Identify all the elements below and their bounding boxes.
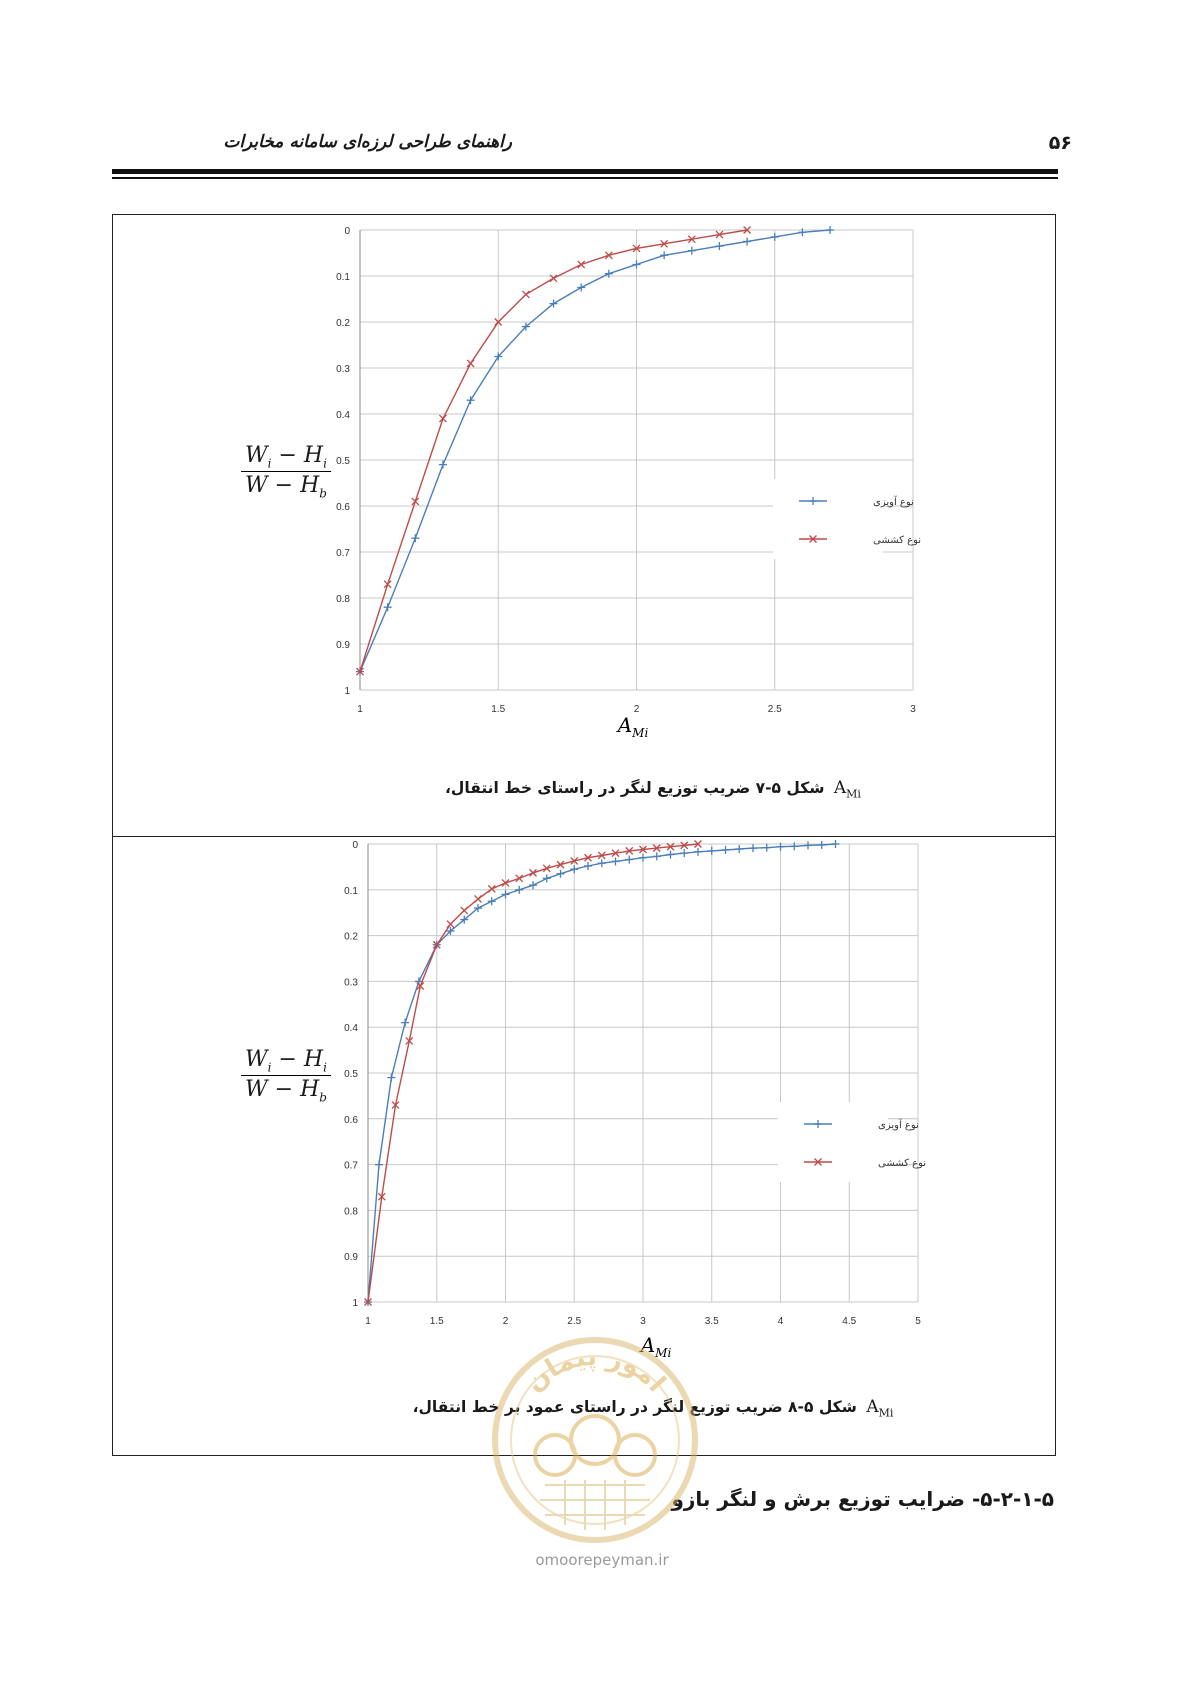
legend-box (778, 1102, 888, 1182)
header-rule-thin (112, 177, 1058, 179)
y-tick-label: 0 (344, 226, 350, 237)
figure-7-caption-text: شکل ۵-۷ ضریب توزیع لنگر در راستای خط انتقال، (445, 779, 825, 797)
watermark-logo-text: امور پیمان (519, 1341, 672, 1399)
legend-label: نوع کششی (873, 535, 922, 546)
x-axis-label (616, 713, 649, 740)
y-tick-label: 0 (352, 840, 358, 851)
x-tick-label: 2.5 (567, 1316, 582, 1327)
y-tick-label: 0.5 (344, 1069, 358, 1080)
y-tick-label: 0.5 (336, 456, 350, 467)
legend-label: نوع کششی (878, 1158, 927, 1169)
y-tick-label: 0.7 (336, 548, 350, 559)
section-heading: ۵-۲-۱-۵- ضرایب توزیع برش و لنگر بازو (671, 1487, 1054, 1511)
y-tick-label: 0.4 (336, 410, 350, 421)
y-tick-label: 0.6 (344, 1114, 358, 1126)
page-header (112, 128, 1072, 158)
running-title: راهنمای طراحی لرزه‌ای سامانه مخابرات (223, 132, 512, 152)
chart-moment-along-line (113, 215, 1057, 838)
y-axis-label: $\frac{W_i - H_i}{W - H_b}$ (241, 443, 331, 501)
plot-panel (321, 215, 939, 685)
y-tick-label: 0.3 (344, 977, 358, 989)
y-tick-label: 0.4 (344, 1023, 358, 1035)
watermark-logo (490, 1335, 700, 1545)
y-tick-label: 0.3 (336, 364, 350, 375)
x-tick-label: 4 (777, 1316, 784, 1327)
legend-box (773, 479, 883, 559)
figure-7-caption-symbol: $A_{Mi}$ (833, 778, 861, 801)
x-tick-label: 4.5 (842, 1316, 857, 1327)
y-tick-label: 1 (352, 1298, 358, 1309)
legend-label: نوع آویزی (873, 497, 914, 508)
x-axis-subscript: Mi (655, 1346, 672, 1360)
x-tick-label: 1 (365, 1316, 371, 1327)
plot-panel (321, 837, 939, 1307)
y-tick-label: 0.1 (344, 885, 358, 897)
x-tick-label: 2.5 (767, 704, 782, 715)
y-tick-label: 0.8 (344, 1206, 358, 1218)
page-number: ۵۶ (1048, 132, 1072, 154)
y-tick-label: 0.2 (336, 318, 350, 329)
x-tick-label: 3 (640, 1316, 646, 1327)
y-tick-label: 0.6 (336, 502, 350, 513)
x-tick-label: 2 (502, 1316, 509, 1327)
y-tick-label: 0.2 (344, 931, 358, 943)
legend-label: نوع آویزی (878, 1120, 919, 1131)
y-tick-label: 0.9 (344, 1252, 358, 1264)
x-axis-symbol: A (640, 1333, 656, 1357)
figure-8-caption-text: شکل ۵-۸ ضریب توزیع لنگر در راستای عمود بر خط انتقال، (412, 1398, 857, 1416)
y-tick-label: 0.7 (344, 1160, 358, 1172)
x-axis-subscript: Mi (632, 726, 649, 740)
x-tick-label: 5 (915, 1316, 921, 1327)
x-tick-label: 3.5 (704, 1316, 719, 1327)
y-tick-label: 0.8 (336, 594, 350, 605)
figure-7-caption (353, 778, 953, 800)
x-tick-label: 1.5 (429, 1316, 444, 1327)
x-tick-label: 2 (633, 704, 640, 715)
watermark-text: omoorepeyman.ir (535, 1551, 669, 1569)
figure-8-caption-symbol: $A_{Mi}$ (866, 1397, 894, 1420)
x-axis-symbol: A (617, 713, 633, 737)
svg-text:امور پیمان (520, 1342, 671, 1398)
x-tick-label: 1 (357, 704, 363, 715)
y-tick-label: 0.1 (336, 272, 350, 283)
x-tick-label: 1.5 (491, 704, 506, 715)
y-axis-label: $\frac{W_i - H_i}{W - H_b}$ (241, 1047, 331, 1105)
x-tick-label: 3 (910, 704, 916, 715)
figure-7-box (112, 214, 1056, 837)
y-tick-label: 1 (344, 686, 350, 697)
header-rule-thick (112, 169, 1058, 174)
y-tick-label: 0.9 (336, 640, 350, 651)
